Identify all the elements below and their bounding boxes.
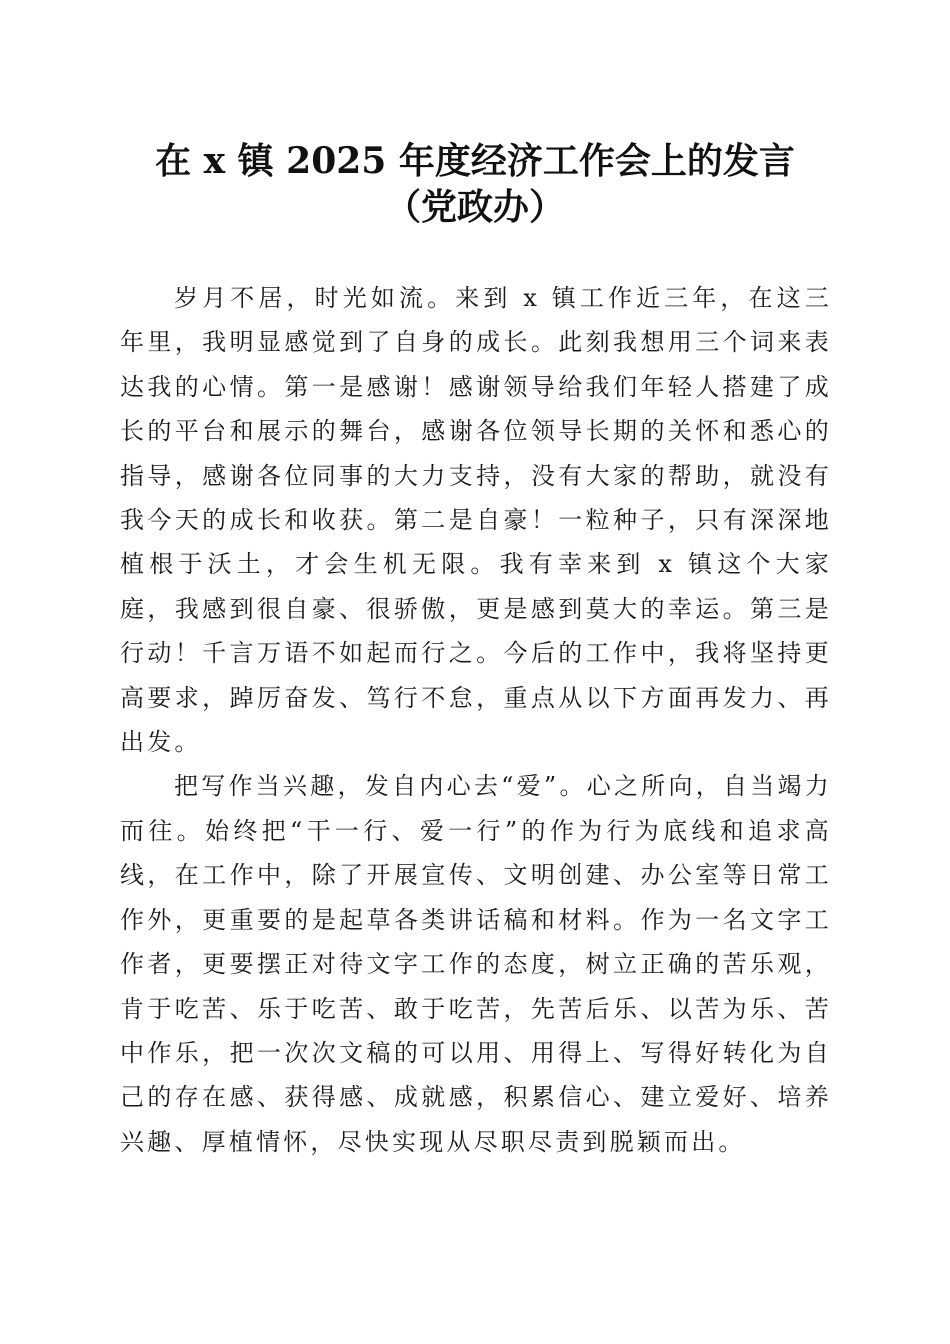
paragraph-1: 岁月不居，时光如流。来到 x 镇工作近三年，在这三年里，我明显感觉到了自身的成长。此刻我想用三个词来表达我的心情。第一是感谢！感谢领导给我们年轻人搭建了成长的平台和展示的舞台，感谢各位领导长期的关怀和悉心的指导，感谢各位同事的大力支持，没有大家的帮助，就没有我今天的成长和收获。第二是自豪！一粒种子，只有深深地植根于沃土，才会生机无限。我有幸来到 x 镇这个大家庭，我感到很自豪、很骄傲，更是感到莫大的幸运。第三是行动！千言万语不如起而行之。今后的工作中，我将坚持更高要求，踔厉奋发、笃行不怠，重点从以下方面再发力、再出发。 [120,284,832,757]
paragraph-2: 把写作当兴趣，发自内心去“爱”。心之所向，自当竭力而往。始终把“干一行、爱一行”的作为行为底线和追求高线，在工作中，除了开展宣传、文明创建、办公室等日常工作外，更重要的是起草各类讲话稿和材料。作为一名文字工作者，更要摆正对待文字工作的态度，树立正确的苦乐观，肯于吃苦、乐于吃苦、敢于吃苦，先苦后乐、以苦为乐、苦中作乐，把一次次文稿的可以用、用得上、写得好转化为自己的存在感、获得感、成就感，积累信心、建立爱好、培养兴趣、厚植情怀，尽快实现从尽职尽责到脱颖而出。 [120,772,832,1156]
document-title: 在 x 镇 2025 年度经济工作会上的发言（党政办） [155,140,795,228]
document-body [120,276,832,1164]
